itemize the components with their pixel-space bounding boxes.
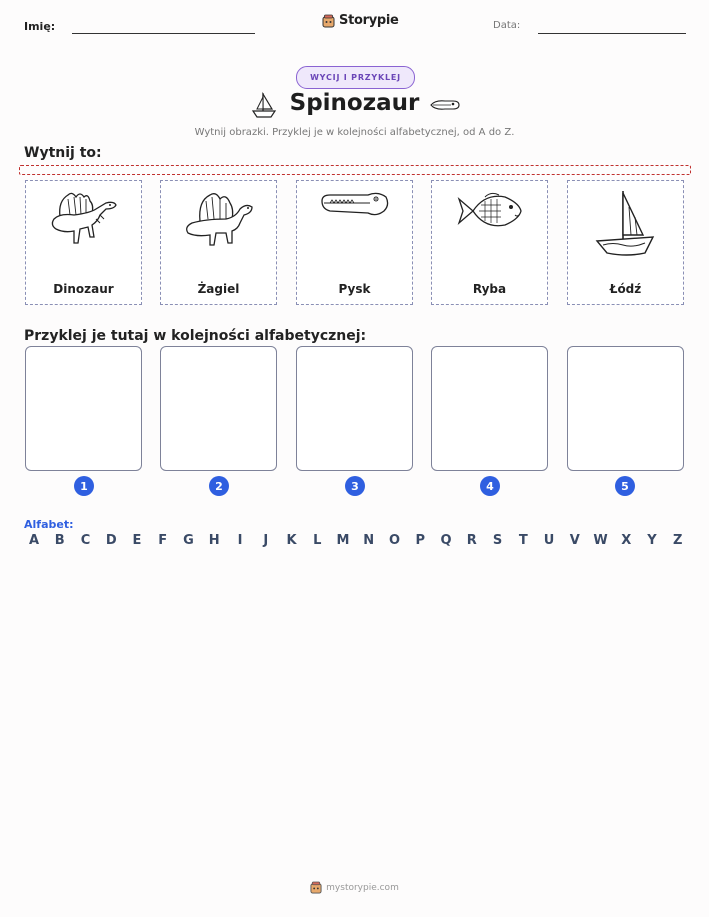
storypie-mascot-icon	[310, 881, 322, 894]
alphabet-letter: R	[466, 533, 477, 548]
alphabet-letter: X	[621, 533, 632, 548]
slot-number-1: 1	[74, 476, 94, 496]
name-label: Imię:	[24, 20, 56, 33]
crocodile-head-icon	[429, 98, 461, 112]
brand-logo	[322, 13, 399, 28]
paste-slot-4[interactable]	[431, 346, 548, 471]
paste-slot-3[interactable]	[296, 346, 413, 471]
alphabet-letter: F	[158, 533, 168, 548]
cut-section-heading: Wytnij to:	[24, 145, 102, 161]
alphabet-letter: V	[569, 533, 580, 548]
alphabet-letter: A	[28, 533, 40, 548]
page-title: Spinozaur	[289, 90, 420, 116]
card-label: Ryba	[472, 282, 507, 296]
card-label: Żagiel	[197, 282, 240, 296]
cut-card-sail[interactable]	[160, 180, 277, 305]
fish-icon	[455, 187, 525, 235]
alphabet-letter: N	[363, 533, 375, 548]
activity-badge: WYCIJ I PRZYKLEJ	[296, 66, 415, 89]
footer-url[interactable]: mystorypie.com	[326, 882, 399, 893]
sail-icon	[182, 187, 256, 251]
slot-number-2: 2	[209, 476, 229, 496]
alphabet-letter: S	[492, 533, 503, 548]
alphabet-letter: J	[263, 533, 269, 548]
paste-slot-1[interactable]	[25, 346, 142, 471]
cut-card-boat[interactable]	[567, 180, 684, 305]
slot-number-5: 5	[615, 476, 635, 496]
alphabet-letter: H	[208, 533, 220, 548]
paste-section-heading: Przyklej je tutaj w kolejności alfabetycznej:	[24, 328, 367, 344]
alphabet-letter: E	[132, 533, 142, 548]
instructions: Wytnij obrazki. Przyklej je w kolejności alfabetycznej, od A do Z.	[194, 127, 515, 138]
slot-number-3: 3	[345, 476, 365, 496]
card-label: Łódź	[609, 282, 642, 296]
alphabet-letter: Z	[673, 533, 683, 548]
alphabet-letter: W	[593, 533, 608, 548]
brand-name: Storypie	[339, 13, 399, 28]
alphabet-row	[24, 533, 688, 548]
paste-slot-2[interactable]	[160, 346, 277, 471]
alphabet-letter: D	[105, 533, 117, 548]
alphabet-letter: P	[415, 533, 426, 548]
footer	[0, 881, 709, 894]
boat-icon	[593, 187, 659, 259]
alphabet-letter: T	[518, 533, 528, 548]
snout-icon	[320, 187, 390, 221]
alphabet-letter: O	[388, 533, 401, 548]
alphabet-letter: K	[286, 533, 297, 548]
alphabet-letter: G	[183, 533, 194, 548]
date-label: Data:	[493, 20, 521, 31]
alphabet-letter: U	[543, 533, 555, 548]
cut-card-snout[interactable]	[296, 180, 413, 305]
alphabet-letter: Y	[647, 533, 657, 548]
cut-line	[19, 165, 691, 175]
paste-slot-5[interactable]	[567, 346, 684, 471]
alphabet-letter: Q	[440, 533, 452, 548]
dinosaur-icon	[46, 187, 122, 251]
alphabet-letter: M	[336, 533, 350, 548]
card-label: Dinozaur	[53, 282, 114, 296]
cut-card-fish[interactable]	[431, 180, 548, 305]
date-line[interactable]	[538, 33, 686, 34]
alphabet-letter: I	[237, 533, 243, 548]
alphabet-letter: B	[54, 533, 65, 548]
cut-card-dinosaur[interactable]	[25, 180, 142, 305]
alphabet-letter: C	[80, 533, 91, 548]
slot-number-4: 4	[480, 476, 500, 496]
alphabet-label: Alfabet:	[24, 518, 74, 531]
name-line[interactable]	[72, 33, 255, 34]
storypie-mascot-icon	[322, 14, 335, 28]
alphabet-letter: L	[313, 533, 322, 548]
card-label: Pysk	[338, 282, 371, 296]
